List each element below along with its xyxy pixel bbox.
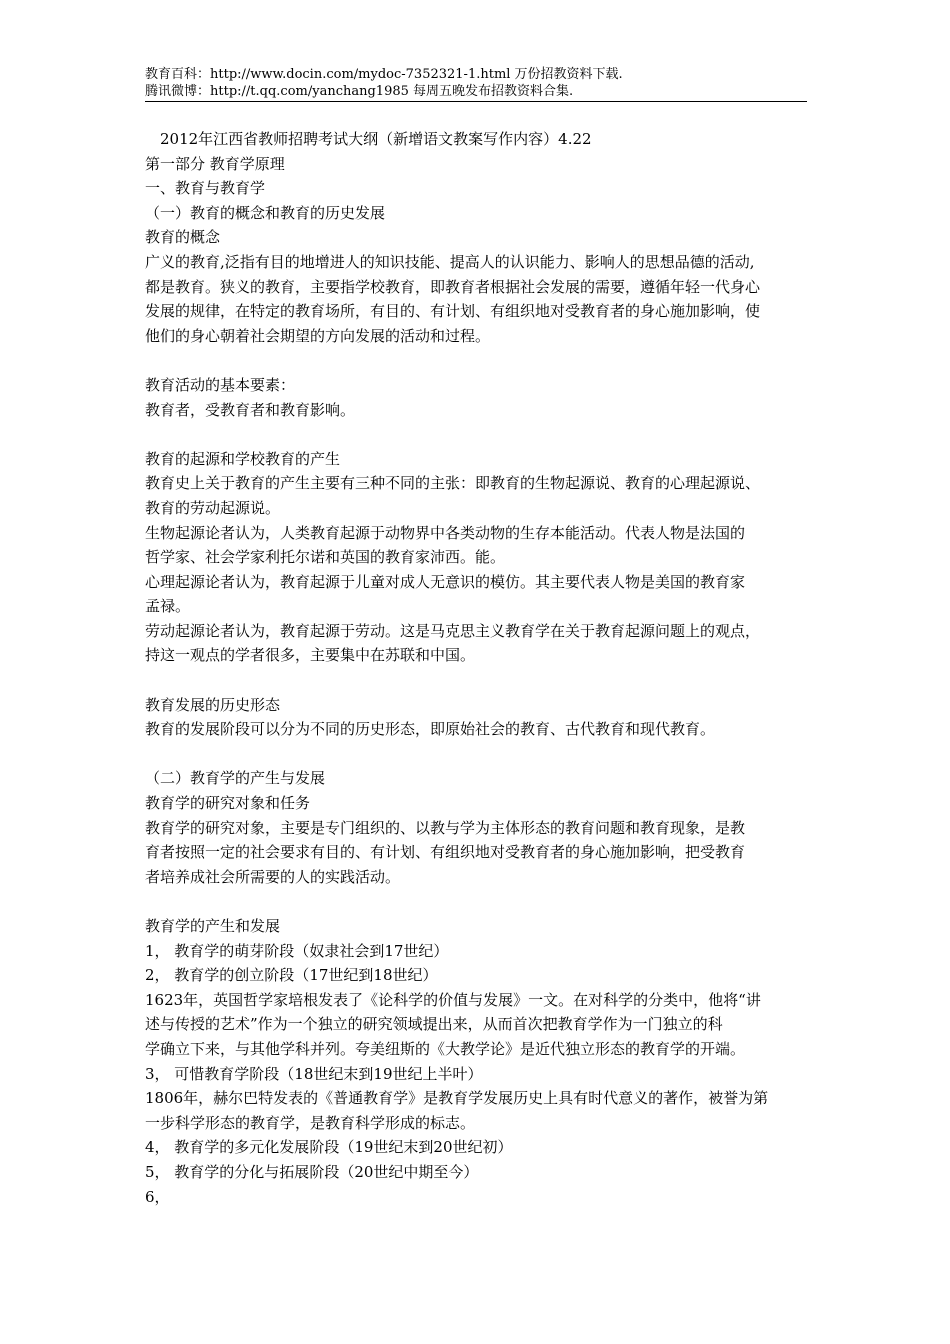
paragraph-line: 教育学的研究对象和任务 xyxy=(145,794,311,813)
paragraph-line: 教育学的研究对象，主要是专门组织的、以教与学为主体形态的教育问题和教育现象，是教 xyxy=(145,818,746,837)
paragraph-line: 劳动起源论者认为，教育起源于劳动。这是马克思主义教育学在关于教育起源问题上的观点， xyxy=(145,621,761,640)
paragraph-line: （一）教育的概念和教育的历史发展 xyxy=(145,203,386,222)
paragraph-line: 1806年，赫尔巴特发表的《普通教育学》是教育学发展历史上具有时代意义的著作，被誉为第 xyxy=(145,1089,769,1108)
paragraph-line: （二）教育学的产生与发展 xyxy=(145,769,326,788)
paragraph-line: 3， 可惜教育学阶段（18世纪末到19世纪上半叶） xyxy=(145,1064,483,1083)
paragraph-line: 都是教育。狭义的教育，主要指学校教育，即教育者根据社会发展的需要，遵循年轻一代身心 xyxy=(145,277,761,296)
paragraph-line: 6， xyxy=(145,1187,170,1206)
page-header xyxy=(145,66,807,100)
paragraph-line: 2， 教育学的创立阶段（17世纪到18世纪） xyxy=(145,966,438,985)
blank-line xyxy=(145,742,813,767)
paragraph-line: 5， 教育学的分化与拓展阶段（20世纪中期至今） xyxy=(145,1162,479,1181)
paragraph-line: 者培养成社会所需要的人的实践活动。 xyxy=(145,867,401,886)
header-line-baike: 教育百科：http://www.docin.com/mydoc-7352321-1.html 万份招教资料下载. xyxy=(145,67,623,82)
document-body xyxy=(145,127,813,1209)
paragraph-line: 广义的教育,泛指有目的地增进人的知识技能、提高人的认识能力、影响人的思想品德的活动, xyxy=(145,252,755,271)
paragraph-line: 述与传授的艺术”作为一个独立的研究领域提出来，从而首次把教育学作为一门独立的科 xyxy=(145,1015,723,1034)
paragraph-line: 教育的起源和学校教育的产生 xyxy=(145,449,341,468)
header-line-weibo: 腾讯微博：http://t.qq.com/yanchang1985 每周五晚发布招教资料合集. xyxy=(145,84,574,99)
paragraph-line: 发展的规律，在特定的教育场所，有目的、有计划、有组织地对受教育者的身心施加影响，使 xyxy=(145,302,761,321)
paragraph-line: 教育活动的基本要素： xyxy=(145,375,296,394)
paragraph-line: 哲学家、社会学家利托尔诺和英国的教育家沛西。能。 xyxy=(145,548,506,567)
paragraph-line: 4， 教育学的多元化发展阶段（19世纪末到20世纪初） xyxy=(145,1138,513,1157)
paragraph-line: 教育发展的历史形态 xyxy=(145,695,281,714)
paragraph-line: 生物起源论者认为，人类教育起源于动物界中各类动物的生存本能活动。代表人物是法国的 xyxy=(145,523,746,542)
paragraph-line: 他们的身心朝着社会期望的方向发展的活动和过程。 xyxy=(145,326,491,345)
paragraph-line: 第一部分 教育学原理 xyxy=(145,154,285,173)
paragraph-line: 教育史上关于教育的产生主要有三种不同的主张：即教育的生物起源说、教育的心理起源说、 xyxy=(145,474,761,493)
blank-line xyxy=(145,422,813,447)
paragraph-line: 教育者，受教育者和教育影响。 xyxy=(145,400,356,419)
paragraph-line: 育者按照一定的社会要求有目的、有计划、有组织地对受教育者的身心施加影响，把受教育 xyxy=(145,843,746,862)
header-divider xyxy=(145,101,807,102)
paragraph-line: 1623年，英国哲学家培根发表了《论科学的价值与发展》一文。在对科学的分类中，他将“讲 xyxy=(145,990,761,1009)
paragraph-line: 一步科学形态的教育学，是教育科学形成的标志。 xyxy=(145,1113,476,1132)
paragraph-line: 持这一观点的学者很多，主要集中在苏联和中国。 xyxy=(145,646,476,665)
paragraph-line: 心理起源论者认为，教育起源于儿童对成人无意识的模仿。其主要代表人物是美国的教育家 xyxy=(145,572,746,591)
paragraph-line: 教育学的产生和发展 xyxy=(145,917,281,935)
paragraph-line: 教育的劳动起源说。 xyxy=(145,498,281,517)
paragraph-line: 孟禄。 xyxy=(145,597,191,616)
blank-line xyxy=(145,668,813,693)
paragraph-line: 教育的发展阶段可以分为不同的历史形态，即原始社会的教育、古代教育和现代教育。 xyxy=(145,720,716,739)
blank-line xyxy=(145,348,813,373)
paragraph-line: 一、教育与教育学 xyxy=(145,179,266,198)
paragraph-line: 1， 教育学的萌芽阶段（奴隶社会到17世纪） xyxy=(145,941,449,960)
blank-line xyxy=(145,889,813,914)
document-title: 2012年江西省教师招聘考试大纲（新增语文教案写作内容）4.22 xyxy=(160,130,592,148)
paragraph-line: 教育的概念 xyxy=(145,228,221,247)
paragraph-line: 学确立下来，与其他学科并列。夸美纽斯的《大教学论》是近代独立形态的教育学的开端。 xyxy=(145,1039,746,1058)
